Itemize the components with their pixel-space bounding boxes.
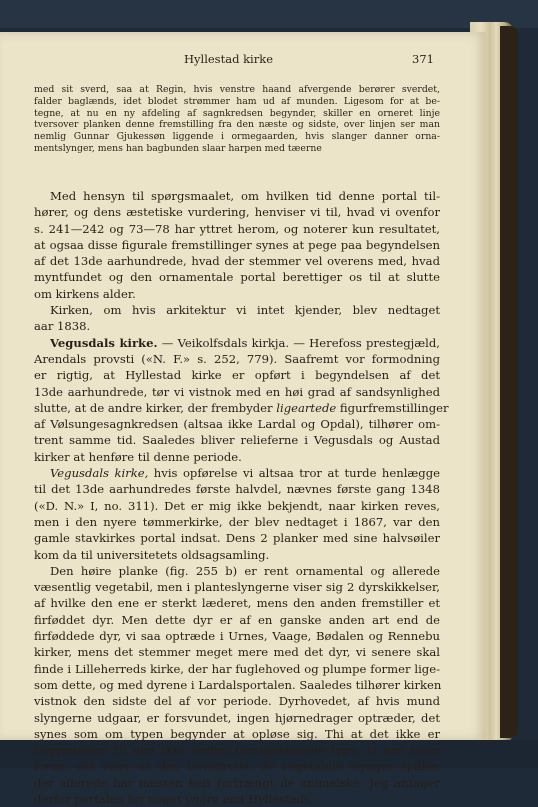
text-line: er rigtig, at Hyllestad kirke er opført i begyndelsen af det [34,368,440,383]
text-line: aar 1838. [34,319,91,334]
section-heading-line: Vegusdals kirke. — Veikolfsdals kirkja. — Herefoss prestegjæld, [50,335,440,350]
text-line: med sit sverd, saa at Regin, hvis venstre haand afvergende berører sverdet, [34,84,440,95]
text-line: myntfundet og den ornamentale portal berettiger os til at slutte [34,270,440,285]
text-line: s. 241—242 og 73—78 har yttret herom, og noterer kun resultatet, [34,221,440,236]
text-line: finde i Lilleherreds kirke, der har fuglehoved og plumpe former lige- [34,661,440,676]
text-line: tegne, at nu en ny afdeling af sagnkredsen begynder, skiller en orneret linje [34,107,440,119]
text-line: synes som om typen begynder at opløse sig. Thi at det ikke er [34,726,440,741]
text-line: kirker at henføre til denne periode. [34,449,242,464]
text-line: tversover planken denne fremstilling fra den næste og sidste, over linjen ser man [34,119,440,131]
text-line: begyndelsen til den ikke endnu færdigdannede type, vi her staar [34,743,440,758]
text-line: nemlig Gunnar Gjukessøn liggende i ormegaarden, hvis slanger danner orna- [34,131,440,143]
text-line: firføddet dyr. Men dette dyr er af en ganske anden art end de [34,612,440,627]
text-line: af Vølsungesagnkredsen (altsaa ikke Lardal og Opdal), tilhører om- [34,417,440,432]
text-line: af det 13de aarhundrede, hvad der stemmer vel overens med, hvad [34,254,440,269]
text-line: væsentlig vegetabil, men i planteslyngerne viser sig 2 dyrskikkelser, [34,580,440,595]
text-line: der allerede har næsten helt fortrængt de animalske. Jeg antager [34,775,440,790]
emphasis: Vegusdals kirke, [50,466,149,481]
text-line: gamle stavkirkes portal indsat. Dens 2 planker med sine halvsøiler [34,531,440,546]
text-line: om kirkens alder. [34,286,136,301]
text-line: («D. N.» I, no. 311). Det er mig ikke bekjendt, naar kirken reves, [34,498,440,513]
book-cover-edge [500,26,518,738]
text-line: foran, det viser os den hovedrolle, de vegetabile slynger spiller, [34,759,440,774]
emphasis: ligeartede [276,400,337,415]
text-line: Vegusdals kirke, hvis opførelse vi altsaa tror at turde henlægge [50,466,441,481]
background-top [0,0,538,28]
text-line: hører, og dens æstetiske vurdering, henviser vi til, hvad vi ovenfor [34,205,440,220]
page-number: 371 [412,52,434,66]
text-line: vistnok den sidste del af vor periode. Dyrhovedet, af hvis mund [34,694,440,709]
small-print-passage [34,84,440,155]
text-line: Med hensyn til spørgsmaalet, om hvilken tid denne portal til- [50,189,440,203]
body-text [34,188,449,807]
text-line: Den høire planke (fig. 255 b) er rent ornamental og allerede [50,563,440,578]
text-line: derfor portalen for noget yngre end Hyllestads. [34,791,314,806]
book-page [0,32,486,806]
text-line: mentslynger, mens han bagbunden slaar harpen med tæerne [34,142,322,154]
emphasis: yngre [185,791,219,806]
running-title: Hyllestad kirke [184,52,274,66]
text-line: som dette, og med dyrene i Lardalsportalen. Saaledes tilhører kirken [34,677,442,692]
text-line: slyngerne udgaar, er forsvundet, ingen hjørnedrager optræder, det [34,710,440,725]
text-line: men i den nyere tømmerkirke, der blev nedtaget i 1867, var den [34,514,440,529]
text-line: trent samme tid. Saaledes bliver relieferne i Vegusdals og Austad [34,433,440,448]
text-line: firføddede dyr, vi saa optræde i Urnes, Vaage, Bødalen og Rennebu [34,629,440,644]
running-header [34,52,434,68]
text-line: af hvilke den ene er sterkt læderet, mens den anden fremstiller et [34,596,440,611]
text-line: til det 13de aarhundredes første halvdel, nævnes første gang 1348 [34,482,440,497]
text-line: Kirken, om hvis arkitektur vi intet kjender, blev nedtaget [50,303,440,318]
section-heading: Vegusdals kirke. [50,335,158,350]
text-line: falder baglænds, idet blodet strømmer ham ud af munden. Ligesom for at be- [34,95,440,107]
text-line: kom da til universitetets oldsagsamling. [34,547,270,562]
text-line: kirker, mens det stemmer meget mere med det dyr, vi senere skal [34,645,440,660]
text-line: slutte, at de andre kirker, der frembyder ligeartede figurfremstillinger [34,400,449,415]
text-line: 13de aarhundrede, tør vi vistnok med en høi grad af sandsynlighed [34,384,440,399]
text-line: Arendals provsti («N. F.» s. 252, 779). Saafremt vor formodning [34,351,440,366]
text-line: at ogsaa disse figurale fremstillinger synes at pege paa begyndelsen [34,237,440,252]
